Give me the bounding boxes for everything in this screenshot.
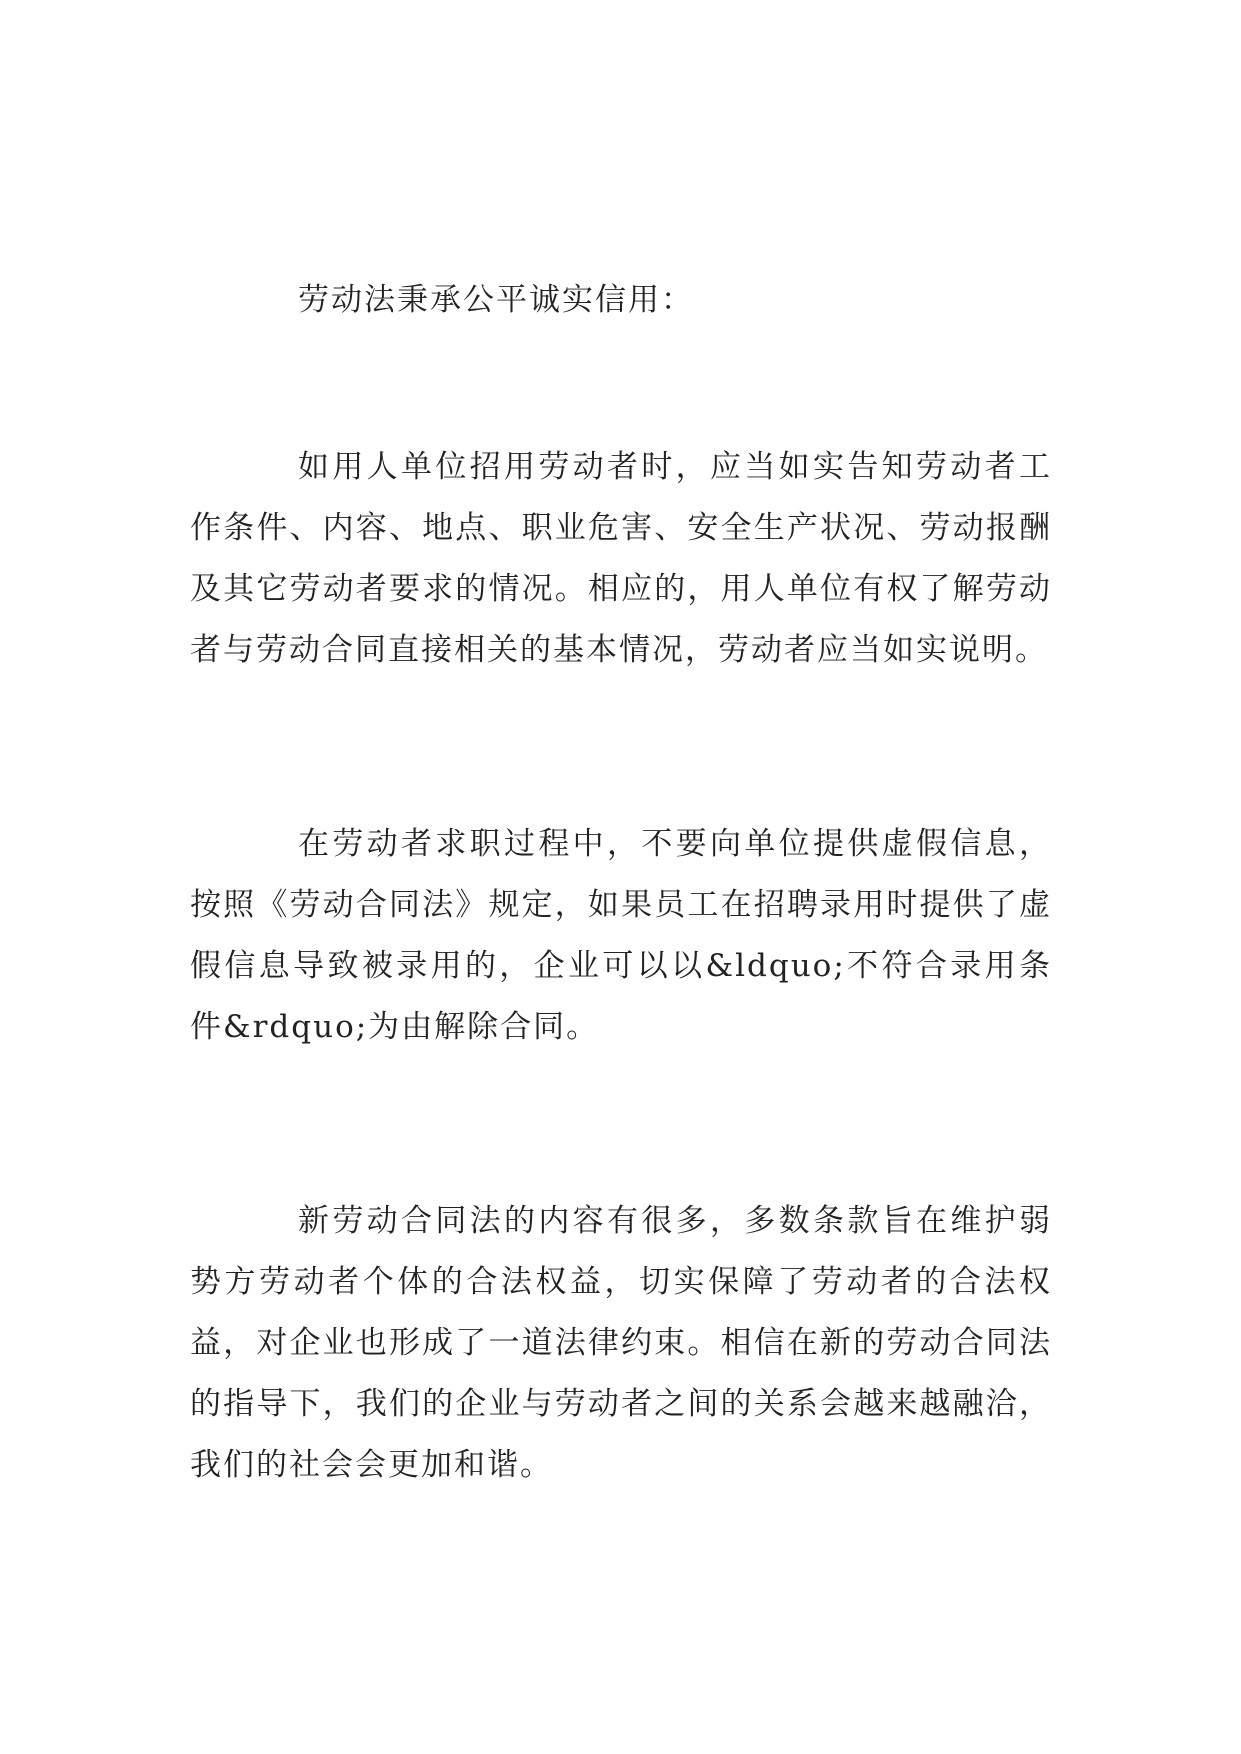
paragraph-disclosure: 如用人单位招用劳动者时，应当如实告知劳动者工作条件、内容、地点、职业危害、安全生产状况、劳动报酬及其它劳动者要求的情况。相应的，用人单位有权了解劳动者与劳动合同直接相关的基本情况，劳动者应当如实说明。 [190,449,1052,668]
paragraph-false-info: 在劳动者求职过程中，不要向单位提供虚假信息，按照《劳动合同法》规定，如果员工在招聘录用时提供了虚假信息导致被录用的，企业可以以&ldquo;不符合录用条件&rdquo;为由解除合同。 [190,826,1052,1045]
paragraph-conclusion: 新劳动合同法的内容有很多，多数条款旨在维护弱势方劳动者个体的合法权益，切实保障了劳动者的合法权益，对企业也形成了一道法律约束。相信在新的劳动合同法的指导下，我们的企业与劳动者之间的关系会越来越融洽，我们的社会会更加和谐。 [190,1203,1052,1483]
paragraph-heading: 劳动法秉承公平诚实信用： [298,282,694,318]
document-body [190,270,1052,1496]
